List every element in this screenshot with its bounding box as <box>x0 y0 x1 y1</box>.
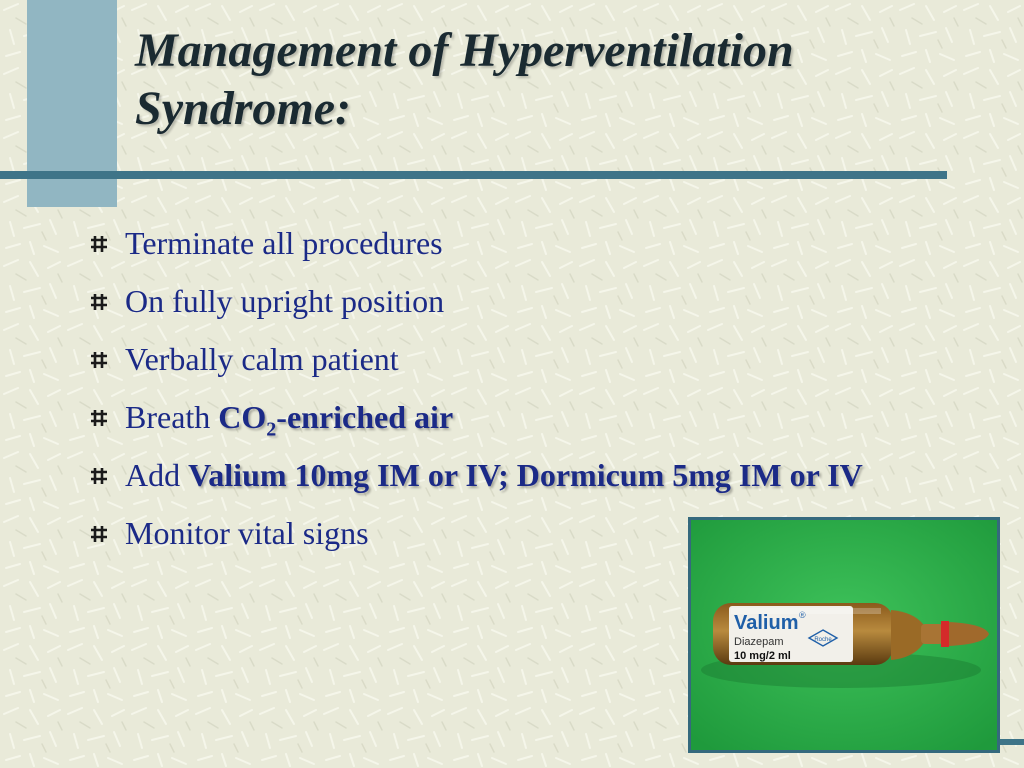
co2-subscript: 2 <box>266 418 277 441</box>
label-maker: Roche <box>814 637 832 643</box>
hash-bullet-icon <box>90 467 108 485</box>
slide-title <box>135 22 1005 138</box>
medication-emphasis: Valium 10mg IM or IV; Dormicum 5mg IM or IV <box>188 457 863 493</box>
hash-bullet-icon <box>90 525 108 543</box>
list-item <box>90 277 930 325</box>
bullet-text: On fully upright position <box>125 283 445 319</box>
hash-bullet-icon <box>90 293 108 311</box>
bullet-text: Verbally calm patient <box>125 341 399 377</box>
list-item <box>90 219 930 267</box>
list-item <box>90 393 930 441</box>
hash-bullet-icon <box>90 235 108 253</box>
label-brand: Valium <box>734 612 799 634</box>
title-line-1: Management of Hyperventilation <box>135 24 794 77</box>
co2-text: CO <box>218 399 267 435</box>
hash-bullet-icon <box>90 351 108 369</box>
title-divider <box>0 171 947 179</box>
title-line-2: Syndrome: <box>135 82 351 135</box>
hash-bullet-icon <box>90 409 108 427</box>
co2-emphasis <box>218 399 454 441</box>
bullet-text: Monitor vital signs <box>125 515 369 551</box>
bullet-prefix: Add <box>125 457 189 493</box>
ampoule-image <box>691 520 997 750</box>
label-registered-mark: ® <box>799 610 806 620</box>
bullet-list <box>90 219 930 567</box>
enriched-air-text: -enriched air <box>276 399 454 435</box>
label-generic: Diazepam <box>734 636 784 648</box>
list-item <box>90 451 930 499</box>
bullet-text: Terminate all procedures <box>125 225 443 261</box>
valium-ampoule-photo <box>688 517 1000 753</box>
label-dose: 10 mg/2 ml <box>734 650 791 662</box>
bullet-prefix: Breath <box>125 399 219 435</box>
list-item <box>90 335 930 383</box>
